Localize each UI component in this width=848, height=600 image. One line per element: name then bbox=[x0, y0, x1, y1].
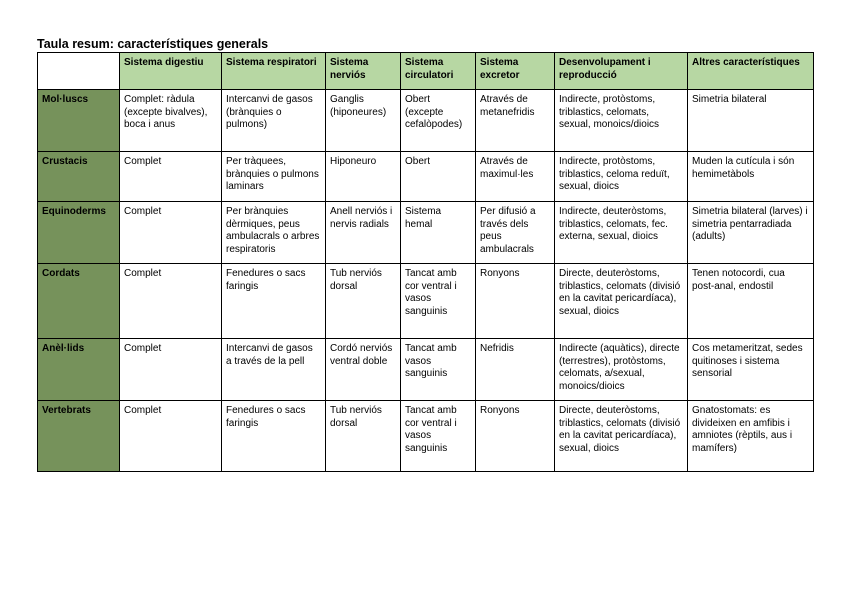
table-cell: Tancat amb vasos sanguinis bbox=[401, 339, 476, 401]
table-cell: Tub nerviós dorsal bbox=[326, 401, 401, 472]
table-cell: Através de maximul·les bbox=[476, 152, 555, 202]
table-cell: Fenedures o sacs faringis bbox=[222, 264, 326, 339]
row-header: Equinoderms bbox=[38, 202, 120, 264]
table-cell: Complet bbox=[120, 152, 222, 202]
table-cell: Ronyons bbox=[476, 401, 555, 472]
table-cell: Complet bbox=[120, 264, 222, 339]
table-cell: Per brànquies dèrmiques, peus ambulacrals o arbres respiratoris bbox=[222, 202, 326, 264]
table-row bbox=[38, 202, 814, 264]
row-header: Crustacis bbox=[38, 152, 120, 202]
table-cell: Tenen notocordi, cua post-anal, endostil bbox=[688, 264, 814, 339]
table-cell: Tancat amb cor ventral i vasos sanguinis bbox=[401, 264, 476, 339]
header-excretory: Sistema excretor bbox=[476, 53, 555, 90]
table-cell: Através de metanefridis bbox=[476, 90, 555, 152]
table-row bbox=[38, 264, 814, 339]
header-respiratory: Sistema respiratori bbox=[222, 53, 326, 90]
table-cell: Indirecte (aquàtics), directe (terrestres), protòstoms, celomats, a/sexual, monoics/dioics bbox=[555, 339, 688, 401]
table-row bbox=[38, 152, 814, 202]
corner-cell bbox=[38, 53, 120, 90]
table-cell: Directe, deuteròstoms, triblastics, celomats (divisió en la cavitat pericardíaca), sexual, dioics bbox=[555, 264, 688, 339]
header-nervous: Sistema nerviós bbox=[326, 53, 401, 90]
table-cell: Intercanvi de gasos (brànquies o pulmons) bbox=[222, 90, 326, 152]
table-cell: Ronyons bbox=[476, 264, 555, 339]
table-cell: Obert bbox=[401, 152, 476, 202]
table-cell: Per difusió a través dels peus ambulacrals bbox=[476, 202, 555, 264]
table-cell: Obert (excepte cefalòpodes) bbox=[401, 90, 476, 152]
table-row bbox=[38, 401, 814, 472]
table-cell: Complet bbox=[120, 401, 222, 472]
table-cell: Muden la cutícula i són hemimetàbols bbox=[688, 152, 814, 202]
header-development: Desenvolupament i reproducció bbox=[555, 53, 688, 90]
table-cell: Anell nerviós i nervis radials bbox=[326, 202, 401, 264]
table-cell: Tancat amb cor ventral i vasos sanguinis bbox=[401, 401, 476, 472]
row-header: Mol·luscs bbox=[38, 90, 120, 152]
table-cell: Cordó nerviós ventral doble bbox=[326, 339, 401, 401]
table-cell: Nefridis bbox=[476, 339, 555, 401]
table-cell: Complet bbox=[120, 202, 222, 264]
table-cell: Cos metameritzat, sedes quitinoses i sistema sensorial bbox=[688, 339, 814, 401]
table-cell: Intercanvi de gasos a través de la pell bbox=[222, 339, 326, 401]
table-cell: Gnatostomats: es divideixen en amfibis i amniotes (rèptils, aus i mamífers) bbox=[688, 401, 814, 472]
table-cell: Directe, deuteròstoms, triblastics, celomats (divisió en la cavitat pericardíaca), sexual, dioics bbox=[555, 401, 688, 472]
row-header: Cordats bbox=[38, 264, 120, 339]
table-cell: Complet bbox=[120, 339, 222, 401]
row-header: Vertebrats bbox=[38, 401, 120, 472]
header-other: Altres característiques bbox=[688, 53, 814, 90]
table-cell: Sistema hemal bbox=[401, 202, 476, 264]
header-digestive: Sistema digestiu bbox=[120, 53, 222, 90]
table-cell: Tub nerviós dorsal bbox=[326, 264, 401, 339]
table-title: Taula resum: característiques generals bbox=[37, 37, 269, 51]
table-row bbox=[38, 90, 814, 152]
table-cell: Fenedures o sacs faringis bbox=[222, 401, 326, 472]
table-cell: Ganglis (hiponeures) bbox=[326, 90, 401, 152]
table-row bbox=[38, 339, 814, 401]
row-header: Anèl·lids bbox=[38, 339, 120, 401]
table-cell: Simetria bilateral (larves) i simetria pentarradiada (adults) bbox=[688, 202, 814, 264]
table-cell: Simetria bilateral bbox=[688, 90, 814, 152]
table-cell: Complet: ràdula (excepte bivalves), boca i anus bbox=[120, 90, 222, 152]
table-cell: Per tràquees, brànquies o pulmons laminars bbox=[222, 152, 326, 202]
table-cell: Hiponeuro bbox=[326, 152, 401, 202]
header-row bbox=[38, 53, 814, 90]
table-cell: Indirecte, protòstoms, triblastics, celomats, sexual, monoics/dioics bbox=[555, 90, 688, 152]
summary-table bbox=[37, 52, 814, 472]
table-cell: Indirecte, deuteròstoms, triblastics, celomats, fec. externa, sexual, dioics bbox=[555, 202, 688, 264]
header-circulatory: Sistema circulatori bbox=[401, 53, 476, 90]
table-cell: Indirecte, protòstoms, triblastics, celoma reduït, sexual, dioics bbox=[555, 152, 688, 202]
